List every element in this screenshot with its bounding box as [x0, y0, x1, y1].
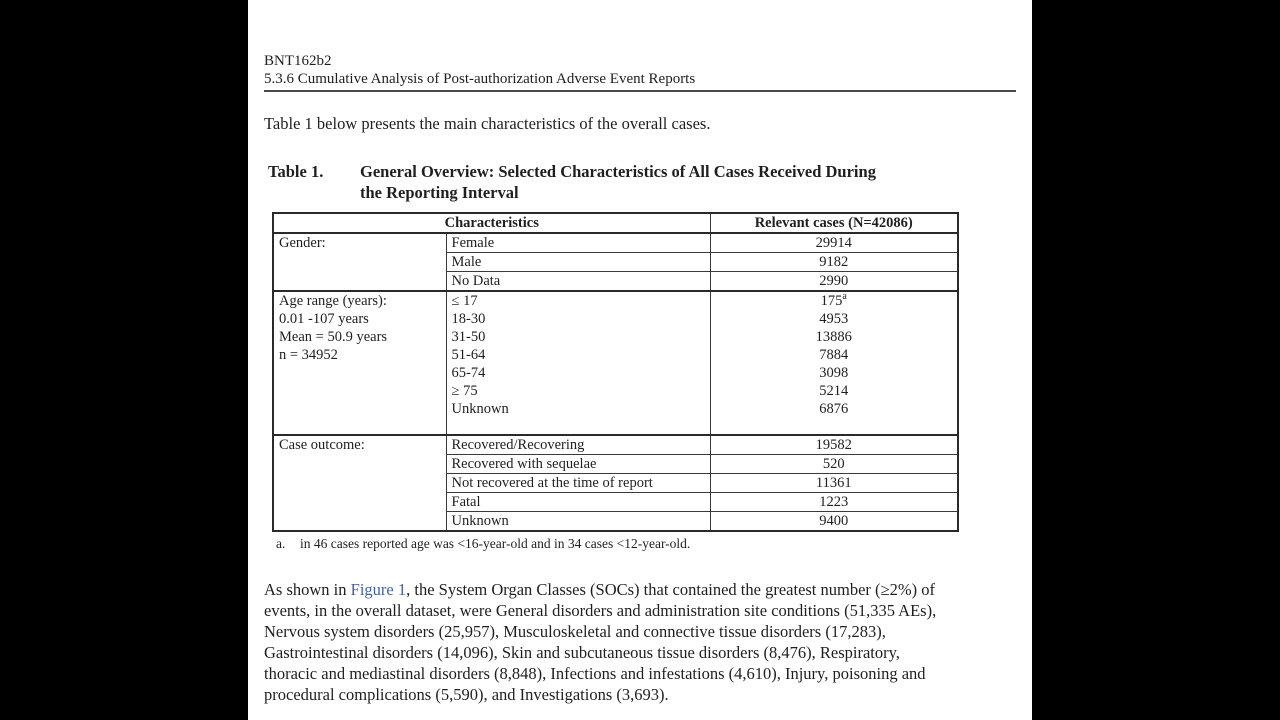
footnote-marker: a. — [276, 536, 286, 551]
table-caption-label: Table 1. — [268, 162, 324, 181]
characteristic-cell: Not recovered at the time of report — [446, 474, 710, 493]
value-cell: 2990 — [710, 272, 958, 292]
table-row — [273, 233, 958, 253]
value-cell: 9182 — [710, 253, 958, 272]
characteristic-cell: Recovered with sequelae — [446, 455, 710, 474]
intro-text: Table 1 below presents the main characteristics of the overall cases. — [264, 114, 711, 133]
characteristic-cell: ≤ 17 18-30 31-50 51-64 65-74 ≥ 75 Unknown — [446, 291, 710, 435]
table-caption-title-line1: General Overview: Selected Characteristics of All Cases Received During — [360, 162, 876, 181]
table-header-row — [273, 213, 958, 233]
doc-section-heading: 5.3.6 Cumulative Analysis of Post-authorization Adverse Event Reports — [264, 71, 696, 87]
characteristic-cell: Recovered/Recovering — [446, 435, 710, 455]
section-label-cell: Age range (years): 0.01 -107 years Mean = 50.9 years n = 34952 — [273, 291, 446, 435]
value-cell: 175$^a$ 4953 13886 7884 3098 5214 6876 — [710, 291, 958, 435]
table-caption-title — [360, 161, 1016, 203]
footnote-text: in 46 cases reported age was <16-year-old and in 34 cases <12-year-old. — [300, 536, 691, 551]
doc-id: BNT162b2 — [264, 53, 332, 69]
value-cell: 520 — [710, 455, 958, 474]
characteristic-cell: No Data — [446, 272, 710, 292]
paragraph-text-after-link: , the System Organ Classes (SOCs) that contained the greatest number (≥2%) of events, in the overall dataset, were General disorders and administration site conditions (51,335 AEs), Nervous system disorders (25,957), Musculoskeletal and connective tissue disorders (17,283), Gastrointestinal disorders (14,096), Skin and subcutaneous tissue disorders (8,476), Respiratory, thoracic and mediastinal disorders (8,848), Infections and infestations (4,610), Injury, poisoning and procedural complications (5,590), and Investigations (3,693). — [264, 580, 937, 704]
value-cell: 19582 — [710, 435, 958, 455]
figure-1-link[interactable]: Figure 1 — [350, 580, 407, 599]
table-caption — [268, 161, 1016, 203]
table-footnote — [276, 535, 1016, 552]
document-page — [248, 0, 1032, 720]
table-row — [273, 435, 958, 455]
characteristic-cell: Female — [446, 233, 710, 253]
col-header-relevant-cases: Relevant cases (N=42086) — [710, 213, 958, 233]
value-cell: 11361 — [710, 474, 958, 493]
table-row — [273, 291, 958, 435]
body-paragraph — [264, 579, 954, 705]
paragraph-text-before-link: As shown in — [264, 580, 351, 599]
characteristics-table — [272, 212, 959, 532]
characteristic-cell: Male — [446, 253, 710, 272]
section-label-cell: Gender: — [273, 233, 446, 291]
value-cell: 9400 — [710, 512, 958, 532]
value-cell: 1223 — [710, 493, 958, 512]
value-cell: 29914 — [710, 233, 958, 253]
col-header-characteristics: Characteristics — [273, 213, 710, 233]
table-caption-title-line2: the Reporting Interval — [360, 183, 519, 202]
document-header — [264, 52, 1016, 92]
section-label-cell: Case outcome: — [273, 435, 446, 531]
characteristic-cell: Fatal — [446, 493, 710, 512]
characteristic-cell: Unknown — [446, 512, 710, 532]
